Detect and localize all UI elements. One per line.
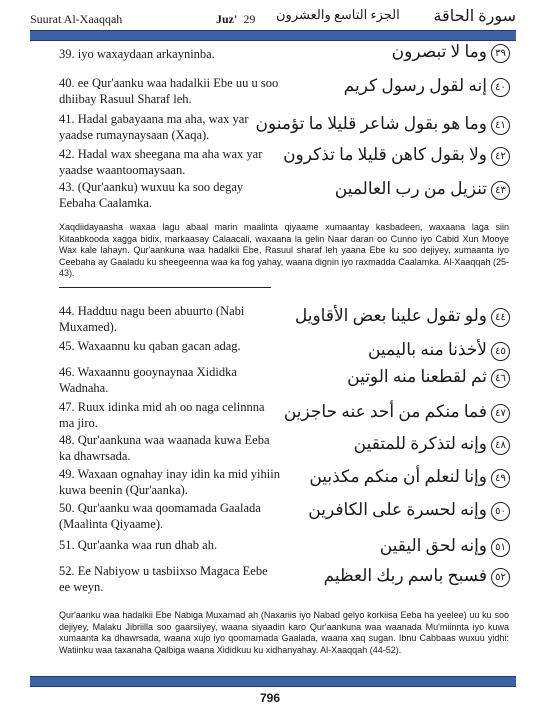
ayah-number-45: ٤٥ bbox=[491, 342, 510, 361]
verse-45: 45. Waxaannu ku qaban gacan adag. bbox=[59, 339, 241, 353]
verse-52: 52. Ee Nabiyow u tasbiixso Magaca Eebe ee weyn. bbox=[59, 564, 268, 594]
arabic-verse-39 bbox=[392, 42, 510, 63]
verse-42: 42. Hadal wax sheegana ma aha wax yar yaadse waantoomaysaan. bbox=[59, 147, 263, 177]
juz-number: 29 bbox=[243, 12, 256, 26]
arabic-verse-48 bbox=[354, 434, 510, 455]
arabic-text: فسبح باسم ربك العظيم bbox=[323, 566, 487, 585]
ayah-number-50: ٥٠ bbox=[491, 502, 510, 521]
arabic-text: فما منكم من أحد عنه حاجزين bbox=[283, 402, 487, 421]
section-divider bbox=[59, 287, 271, 288]
arabic-verse-49 bbox=[309, 467, 510, 488]
arabic-verse-43 bbox=[335, 179, 510, 200]
arabic-text: ولو تقول علينا بعض الأقاويل bbox=[294, 306, 487, 325]
ayah-number-42: ٤٢ bbox=[491, 147, 510, 166]
arabic-text: وإنه لحق اليقين bbox=[379, 536, 487, 555]
arabic-verse-42 bbox=[283, 145, 510, 166]
ayah-number-40: ٤٠ bbox=[491, 78, 510, 97]
surah-title: Suurat Al-Xaaqqah bbox=[30, 12, 123, 26]
arabic-verse-52 bbox=[324, 566, 510, 587]
juz-label: Juz' bbox=[216, 12, 238, 26]
bottom-decorative-bar bbox=[30, 676, 516, 687]
arabic-verse-41 bbox=[256, 114, 510, 135]
arabic-verse-40 bbox=[344, 76, 510, 97]
verse-40: 40. ee Qur'aanku waa hadalkii Ebe uu u soo dhiibay Rasuul Sharaf leh. bbox=[59, 76, 279, 106]
verse-46: 46. Waxaannu gooynaynaa Xididka Wadnaha. bbox=[59, 365, 237, 395]
ayah-number-52: ٥٢ bbox=[491, 568, 510, 587]
arabic-verse-47 bbox=[284, 402, 510, 423]
ayah-number-44: ٤٤ bbox=[491, 308, 510, 327]
arabic-text: لأخذنا منه باليمين bbox=[367, 340, 487, 359]
arabic-juz-title: الجزء التاسع والعشرون bbox=[276, 7, 400, 22]
arabic-text: ولا بقول كاهن قليلا ما تذكرون bbox=[283, 145, 487, 164]
ayah-number-47: ٤٧ bbox=[491, 404, 510, 423]
arabic-verse-44 bbox=[295, 306, 510, 327]
verse-44: 44. Hadduu nagu been abuurto (Nabi Muxamed). bbox=[59, 304, 245, 334]
commentary-44-52: Qur'aanku waa hadalkii Ebe Nabiga Muxamad ah (Naxariis iyo Nabad gelyo korkiisa Eeba ha yeelee) uu ku soo dejiyey, Malaku Jibriilla soo gaarsiiyey, waana siyaadin karo Qur'aankuna waa waanada Mu'miinnta iyo kuwa xumaanta ka dhawrsada, waana xujo iyo qoomamada Gaalada, waana xaq sugan. Ibnu Cabbaas wuxuu yidhi: Watiinku waa taxanaha Qalbiga waana Xididkuu ku xidhanyahay. Al-Xaaqqah (44-52). bbox=[59, 610, 509, 655]
arabic-verse-51 bbox=[380, 536, 510, 557]
verse-39: 39. iyo waxaydaan arkayninba. bbox=[59, 47, 215, 61]
commentary-25-43: Xaqdiidayaasha waxaa lagu abaal marin maalinta qiyaame xumaantay kasbadeen, waxaana laga siin Kitaabkooda xagga bidix, markaasay Calaacali, waxaana la gelin Naar daran oo Cunno iyo Cabid Xun Mooye Wax kale lahayn. Qur'aankuna waa hadalkii Ebe, Rasuul sharaf leh yaana Ebe ku soo dejiyey, xumaanta iyo Ceebaha ay Gaaladu ku sheegeenna waa ka fog yahay, waana dignin iyo raxmadda Caalamka. Al-Xaaqqah (25-43). bbox=[59, 222, 509, 278]
top-decorative-bar bbox=[30, 30, 516, 41]
arabic-text: وما هو بقول شاعر قليلا ما تؤمنون bbox=[255, 114, 487, 133]
arabic-surah-title: سورة الحاقة bbox=[433, 8, 516, 25]
arabic-text: تنزيل من رب العالمين bbox=[334, 179, 487, 198]
arabic-text: ثم لقطعنا منه الوتين bbox=[347, 367, 487, 386]
ayah-number-49: ٤٩ bbox=[491, 469, 510, 488]
arabic-text: وما لا تبصرون bbox=[391, 42, 487, 61]
verse-41: 41. Hadal gabayaana ma aha, wax yar yaadse rumaynaysaan (Xaqa). bbox=[59, 112, 249, 142]
ayah-number-43: ٤٣ bbox=[491, 181, 510, 200]
verse-48: 48. Qur'aankuna waa waanada kuwa Eeba ka dhawrsada. bbox=[59, 433, 270, 463]
ayah-number-48: ٤٨ bbox=[491, 436, 510, 455]
ayah-number-51: ٥١ bbox=[491, 538, 510, 557]
arabic-text: إنه لقول رسول كريم bbox=[343, 76, 487, 95]
verse-43: 43. (Qur'aanku) wuxuu ka soo degay Eebaha Caalamka. bbox=[59, 180, 244, 210]
verse-50: 50. Qur'aanku waa qoomamada Gaalada (Maalinta Qiyaame). bbox=[59, 501, 261, 531]
arabic-text: وإنه لتذكرة للمتقين bbox=[353, 434, 487, 453]
arabic-verse-45 bbox=[368, 340, 510, 361]
arabic-text: وإنا لنعلم أن منكم مكذبين bbox=[309, 467, 487, 486]
juz-indicator bbox=[216, 12, 255, 27]
verse-51: 51. Qur'aanka waa run dhab ah. bbox=[59, 538, 218, 552]
page-number: 796 bbox=[259, 691, 281, 705]
ayah-number-41: ٤١ bbox=[491, 116, 510, 135]
verse-47: 47. Ruux idinka mid ah oo naga celinnna ma jiro. bbox=[59, 400, 265, 430]
arabic-verse-46 bbox=[347, 367, 510, 388]
arabic-text: وإنه لحسرة على الكافرين bbox=[308, 500, 487, 519]
ayah-number-46: ٤٦ bbox=[491, 369, 510, 388]
arabic-verse-50 bbox=[308, 500, 510, 521]
verse-49: 49. Waxaan ognahay inay idin ka mid yihiin kuwa beenin (Qur'aanka). bbox=[59, 467, 280, 497]
ayah-number-39: ٣٩ bbox=[491, 44, 510, 63]
